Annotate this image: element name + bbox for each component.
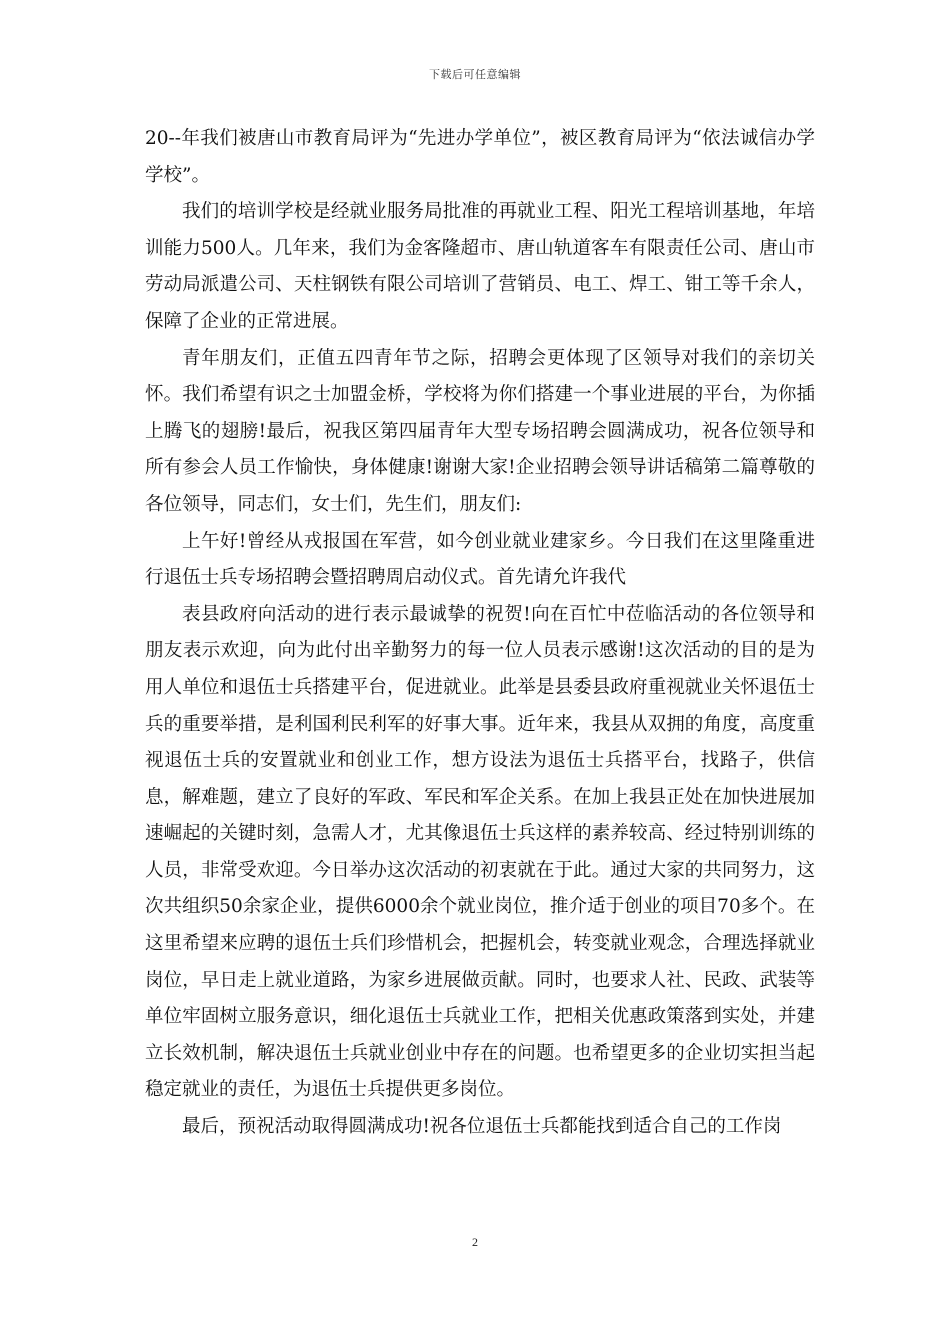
document-body <box>145 121 815 1146</box>
paragraph-3: 青年朋友们，正值五四青年节之际，招聘会更体现了区领导对我们的亲切关怀。我们希望有识之士加盟金桥，学校将为你们搭建一个事业进展的平台，为你插上腾飞的翅膀!最后，祝我区第四届青年大型专场招聘会圆满成功，祝各位领导和所有参会人员工作愉快，身体健康!谢谢大家!企业招聘会领导讲话稿第二篇尊敬的各位领导，同志们，女士们，先生们，朋友们: <box>145 347 815 515</box>
paragraph-1: 20--年我们被唐山市教育局评为“先进办学单位”，被区教育局评为“依法诚信办学学校”。 <box>145 128 815 186</box>
paragraph-6: 最后，预祝活动取得圆满成功!祝各位退伍士兵都能找到适合自己的工作岗 <box>182 1116 782 1138</box>
page-number: 2 <box>472 1235 478 1249</box>
page-header: 下载后可任意编辑 <box>429 68 521 81</box>
paragraph-5: 表县政府向活动的进行表示最诚挚的祝贺!向在百忙中莅临活动的各位领导和朋友表示欢迎，向为此付出辛勤努力的每一位人员表示感谢!这次活动的目的是为用人单位和退伍士兵搭建平台，促进就业。此举是县委县政府重视就业关怀退伍士兵的重要举措，是利国利民利军的好事大事。近年来，我县从双拥的角度，高度重视退伍士兵的安置就业和创业工作，想方设法为退伍士兵搭平台，找路子，供信息，解难题，建立了良好的军政、军民和军企关系。在加上我县正处在加快进展加速崛起的关键时刻，急需人才，尤其像退伍士兵这样的素养较高、经过特别训练的人员，非常受欢迎。今日举办这次活动的初衷就在于此。通过大家的共同努力，这次共组织50余家企业，提供6000余个就业岗位，推介适于创业的项目70多个。在这里希望来应聘的退伍士兵们珍惜机会，把握机会，转变就业观念，合理选择就业岗位，早日走上就业道路，为家乡进展做贡献。同时，也要求人社、民政、武装等单位牢固树立服务意识，细化退伍士兵就业工作，把相关优惠政策落到实处，并建立长效机制，解决退伍士兵就业创业中存在的问题。也希望更多的企业切实担当起稳定就业的责任，为退伍士兵提供更多岗位。 <box>145 603 815 1101</box>
paragraph-2: 我们的培训学校是经就业服务局批准的再就业工程、阳光工程培训基地，年培训能力500人。几年来，我们为金客隆超市、唐山轨道客车有限责任公司、唐山市劳动局派遣公司、天柱钢铁有限公司培训了营销员、电工、焊工、钳工等千余人，保障了企业的正常进展。 <box>145 201 815 332</box>
paragraph-4: 上午好!曾经从戎报国在军营，如今创业就业建家乡。今日我们在这里隆重进行退伍士兵专场招聘会暨招聘周启动仪式。首先请允许我代 <box>145 530 815 589</box>
